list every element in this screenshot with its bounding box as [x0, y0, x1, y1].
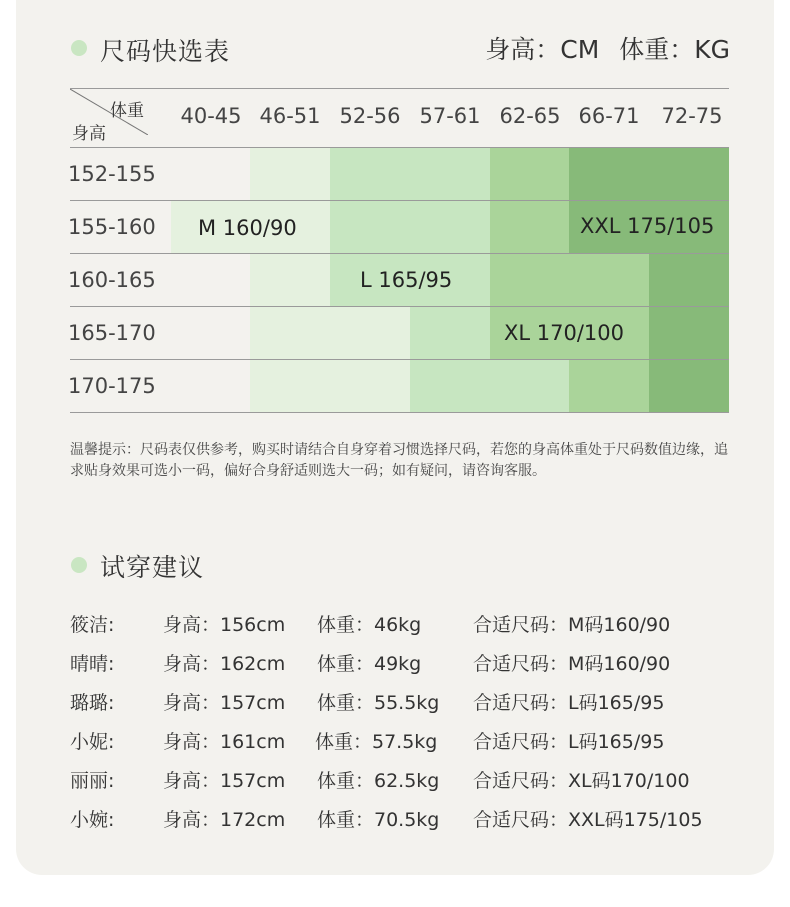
- size-cell-l: [330, 148, 410, 201]
- model-height: 身高：157cm: [163, 770, 286, 792]
- corner-height-label: 身高: [72, 124, 106, 144]
- corner-weight-label: 体重: [110, 101, 144, 121]
- weight-range-header: 72-75: [661, 104, 723, 128]
- row-divider: [70, 359, 729, 360]
- size-label-l: L 165/95: [360, 268, 453, 292]
- size-cell-m: [250, 148, 330, 201]
- size-cell-l: [410, 307, 490, 360]
- model-size: 合适尺码：XL码170/100: [473, 770, 690, 792]
- model-name: 筱洁:: [70, 614, 115, 636]
- table-header-rule: [70, 147, 729, 148]
- size-label-xl: XL 170/100: [504, 321, 625, 345]
- suggestion-row: [70, 727, 770, 757]
- weight-range-header: 62-65: [499, 104, 561, 128]
- weight-range-header: 46-51: [259, 104, 321, 128]
- model-name: 丽丽:: [70, 770, 115, 792]
- size-cell-xl: [490, 201, 569, 254]
- table-top-rule: [70, 88, 729, 89]
- model-size: 合适尺码：L码165/95: [473, 731, 665, 753]
- model-height: 身高：157cm: [163, 692, 286, 714]
- size-cell-m: [330, 307, 410, 360]
- size-cell-xl: [490, 254, 569, 307]
- size-cell-l: [410, 360, 490, 412]
- height-range-header: 170-175: [68, 374, 156, 398]
- model-name: 小婉:: [70, 809, 115, 831]
- model-name: 璐璐:: [70, 692, 115, 714]
- model-height: 身高：161cm: [163, 731, 286, 753]
- height-range-header: 152-155: [68, 162, 156, 186]
- table-bottom-rule: [70, 412, 729, 413]
- section-dot-icon: [71, 557, 87, 573]
- model-name: 晴晴:: [70, 653, 115, 675]
- size-cell-l: [330, 201, 410, 254]
- size-cell-m: [250, 254, 330, 307]
- row-divider: [70, 306, 729, 307]
- size-cell-l: [410, 148, 490, 201]
- height-range-header: 160-165: [68, 268, 156, 292]
- size-cell-xxl: [649, 148, 729, 201]
- model-size: 合适尺码：XXL码175/105: [473, 809, 703, 831]
- size-cell-xxl: [649, 254, 729, 307]
- size-cell-m: [250, 360, 330, 412]
- weight-unit: 体重：KG: [619, 35, 730, 64]
- row-divider: [70, 253, 729, 254]
- size-cell-l: [490, 360, 569, 412]
- model-height: 身高：156cm: [163, 614, 286, 636]
- size-cell-xl: [569, 360, 649, 412]
- row-divider: [70, 200, 729, 201]
- units-legend: [473, 30, 730, 66]
- suggestion-row: [70, 766, 770, 796]
- size-cell-m: [250, 307, 330, 360]
- size-cell-xl: [569, 254, 649, 307]
- model-size: 合适尺码：M码160/90: [473, 653, 671, 675]
- section-dot-icon: [71, 40, 87, 56]
- size-cell-xxl: [649, 307, 729, 360]
- model-weight: 体重：55.5kg: [317, 692, 440, 714]
- height-unit: 身高：CM: [485, 35, 600, 64]
- size-cell-l: [410, 201, 490, 254]
- suggestion-row: [70, 805, 770, 835]
- weight-range-header: 57-61: [419, 104, 481, 128]
- suggestion-row: [70, 610, 770, 640]
- model-name: 小妮:: [70, 731, 115, 753]
- size-label-xxl: XXL 175/105: [580, 214, 715, 238]
- size-cell-xl: [490, 148, 569, 201]
- height-range-header: 155-160: [68, 215, 156, 239]
- size-cell-m: [330, 360, 410, 412]
- model-weight: 体重：70.5kg: [317, 809, 440, 831]
- model-weight: 体重：46kg: [317, 614, 422, 636]
- size-tip-note: 温馨提示：尺码表仅供参考，购买时请结合自身穿着习惯选择尺码，若您的身高体重处于尺码数值边缘，追求贴身效果可选小一码，偏好合身舒适则选大一码；如有疑问，请咨询客服。: [70, 442, 728, 479]
- weight-range-header: 40-45: [180, 104, 242, 128]
- weight-range-header: 66-71: [578, 104, 640, 128]
- suggestion-row: [70, 688, 770, 718]
- suggestion-title: 试穿建议: [100, 553, 205, 582]
- size-cell-xxl: [569, 148, 649, 201]
- size-label-m: M 160/90: [198, 216, 297, 240]
- model-size: 合适尺码：M码160/90: [473, 614, 671, 636]
- model-weight: 体重：62.5kg: [317, 770, 440, 792]
- height-range-header: 165-170: [68, 321, 156, 345]
- size-cell-xxl: [649, 360, 729, 412]
- model-height: 身高：172cm: [163, 809, 286, 831]
- suggestion-row: [70, 649, 770, 679]
- size-chart-title: 尺码快选表: [100, 37, 231, 66]
- model-size: 合适尺码：L码165/95: [473, 692, 665, 714]
- model-height: 身高：162cm: [163, 653, 286, 675]
- model-weight: 体重：49kg: [317, 653, 422, 675]
- model-weight: 体重：57.5kg: [315, 731, 438, 753]
- weight-range-header: 52-56: [339, 104, 401, 128]
